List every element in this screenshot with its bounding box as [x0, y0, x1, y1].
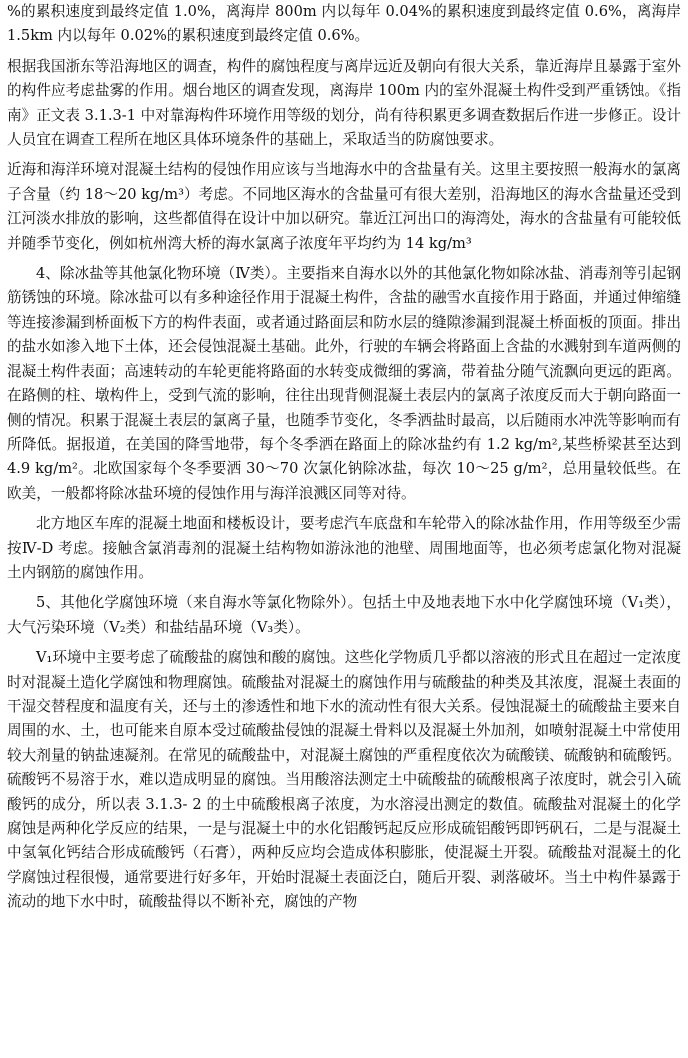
paragraph-7: V₁环境中主要考虑了硫酸盐的腐蚀和酸的腐蚀。这些化学物质几乎都以溶液的形式且在超过一定浓度时对混凝土造化学腐蚀和物理腐蚀。硫酸盐对混凝土的腐蚀作用与硫酸盐的种类及其浓度，混凝土表面的干湿交替程度和温度有关，还与土的渗透性和地下水的流动性有很大关系。侵蚀混凝土的硫酸盐主要来自周围的水、土，也可能来自原本受过硫酸盐侵蚀的混凝土骨料以及混凝土外加剂，如喷射混凝土中常使用较大剂量的钠盐速凝剂。在常见的硫酸盐中，对混凝土腐蚀的严重程度依次为硫酸镁、硫酸钠和硫酸钙。硫酸钙不易溶于水，难以造成明显的腐蚀。当用酸溶法测定土中硫酸盐的硫酸根离子浓度时，就会引入硫酸钙的成分，所以表 3.1.3- 2 的土中硫酸根离子浓度，为水溶浸出测定的数值。硫酸盐对混凝土的化学腐蚀是两种化学反应的结果，一是与混凝土中的水化铝酸钙起反应形成硫铝酸钙即钙矾石，二是与混凝土中氢氧化钙结合形成硫酸钙（石膏），两种反应均会造成体积膨胀，使混凝土开裂。硫酸盐对混凝土的化学腐蚀过程很慢，通常要进行好多年，开始时混凝土表面泛白，随后开裂、剥落破坏。当土中构件暴露于流动的地下水中时，硫酸盐得以不断补充，腐蚀的产物: [7, 649, 681, 911]
document-page: [7, 0, 681, 915]
paragraph-6: 5、其他化学腐蚀环境（来自海水等氯化物除外）。包括土中及地表地下水中化学腐蚀环境（V₁类），大气污染环境（V₂类）和盐结晶环境（V₃类）。: [7, 594, 681, 636]
paragraph-3: 近海和海洋环境对混凝土结构的侵蚀作用应该与当地海水中的含盐量有关。这里主要按照一般海水的氯离子含量（约 18～20 kg/m³）考虑。不同地区海水的含盐量可有很大差别，沿海地区的海水含盐量还受到江河淡水排放的影响，这些都值得在设计中加以研究。靠近江河出口的海湾处，海水的含盐量有可能较低并随季节变化，例如杭州湾大桥的海水氯离子浓度年平均约为 14 kg/m³: [7, 161, 681, 252]
paragraph-1: %的累积速度到最终定值 1.0%，离海岸 800m 内以每年 0.04%的累积速度到最终定值 0.6%，离海岸 1.5km 内以每年 0.02%的累积速度到最终定值 0.6%。: [7, 3, 681, 45]
paragraph-2: 根据我国浙东等沿海地区的调查，构件的腐蚀程度与离岸远近及朝向有很大关系，靠近海岸且暴露于室外的构件应考虑盐雾的作用。烟台地区的调查发现，离海岸 100m 内的室外混凝土构件受到严重锈蚀。《指南》正文表 3.1.3-1 中对靠海构件环境作用等级的划分，尚有待积累更多调查数据后作进一步修正。设计人员宜在调查工程所在地区具体环境条件的基础上，采取适当的防腐蚀要求。: [7, 57, 681, 149]
paragraph-4: 4、除冰盐等其他氯化物环境（Ⅳ类）。主要指来自海水以外的其他氯化物如除冰盐、消毒剂等引起钢筋锈蚀的环境。除冰盐可以有多种途径作用于混凝土构件，含盐的融雪水直接作用于路面，并通过伸缩缝等连接渗漏到桥面板下方的构件表面，或者通过路面层和防水层的缝隙渗漏到混凝土桥面板的顶面。排出的盐水如渗入地下土体，还会侵蚀混凝土基础。此外，行驶的车辆会将路面上含盐的水溅射到车道两侧的混凝土构件表面；高速转动的车轮更能将路面的水转变成微细的雾滴，带着盐分随气流飘向更远的距离。在路侧的柱、墩构件上，受到气流的影响，往往出现背侧混凝土表层内的氯离子浓度反而大于朝向路面一侧的情况。积累于混凝土表层的氯离子量，也随季节变化，冬季洒盐时最高，以后随雨水冲洗等影响而有所降低。据报道，在美国的降雪地带，每个冬季洒在路面上的除冰盐约有 1.2 kg/m²,某些桥梁甚至达到 4.9 kg/m²。北欧国家每个冬季要洒 30～70 次氯化钠除冰盐，每次 10～25 g/m²，总用量较低些。在欧美，一般都将除冰盐环境的侵蚀作用与海洋浪溅区同等对待。: [7, 265, 681, 502]
paragraph-5: 北方地区车库的混凝土地面和楼板设计，要考虑汽车底盘和车轮带入的除冰盐作用，作用等级至少需按Ⅳ-D 考虑。接触含氯消毒剂的混凝土结构物如游泳池的池壁、周围地面等，也必须考虑氯化物对混凝土内钢筋的腐蚀作用。: [7, 515, 681, 581]
